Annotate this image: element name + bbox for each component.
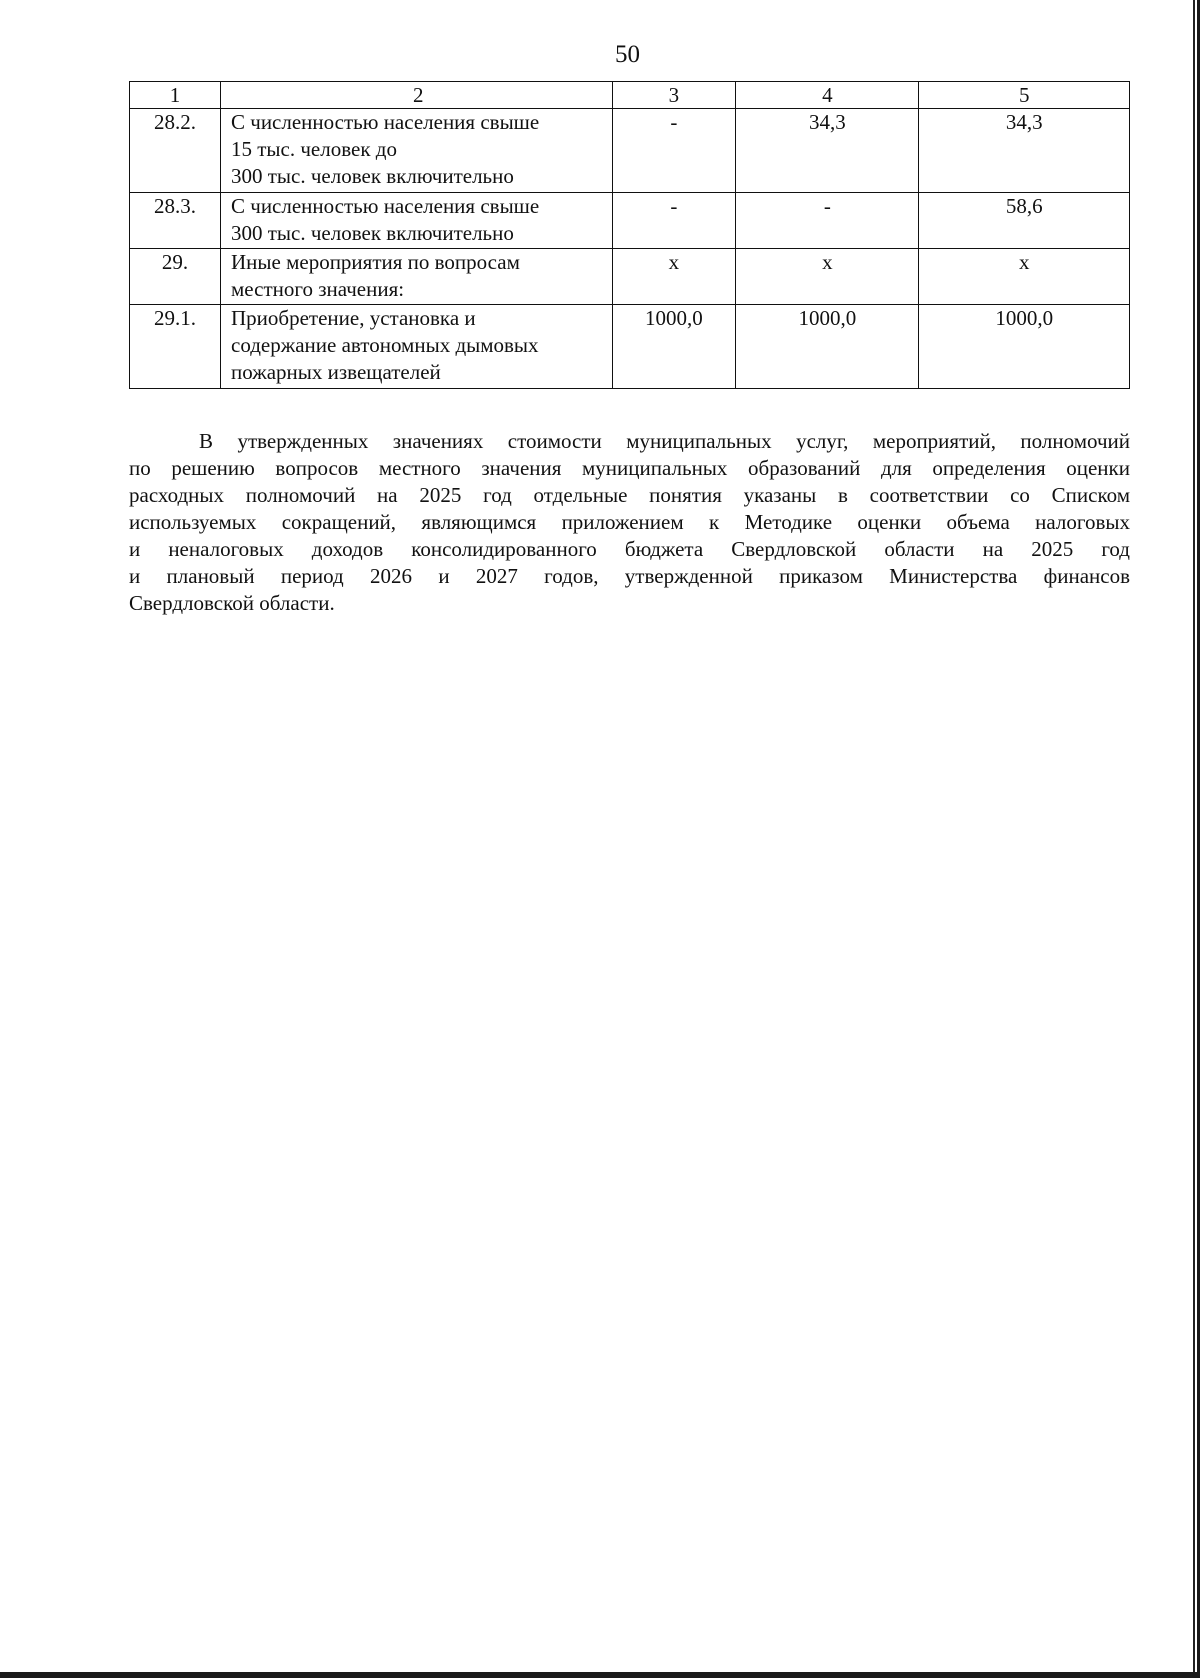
paragraph-line: и неналоговых доходов консолидированного бюджета Свердловской области на 2025 год (129, 537, 1130, 561)
row-value-col3: х (612, 249, 736, 305)
header-cell-5: 5 (919, 82, 1130, 109)
paragraph-line: и плановый период 2026 и 2027 годов, утвержденной приказом Министерства финансов (129, 564, 1130, 588)
row-value-col5: х (919, 249, 1130, 305)
table-header-row (130, 82, 1130, 109)
header-cell-4: 4 (736, 82, 919, 109)
paragraph-line: В утвержденных значениях стоимости муниципальных услуг, мероприятий, полномочий (199, 429, 1130, 453)
row-value-col3: - (612, 109, 736, 193)
table-row (130, 305, 1130, 389)
table-row (130, 193, 1130, 249)
row-value-col4: 1000,0 (736, 305, 919, 389)
row-value-col3: 1000,0 (612, 305, 736, 389)
header-cell-1: 1 (130, 82, 221, 109)
row-number: 29. (130, 249, 221, 305)
row-name: Иные мероприятия по вопросам местного значения: (221, 249, 613, 305)
header-cell-2: 2 (221, 82, 613, 109)
row-value-col4: х (736, 249, 919, 305)
page-number: 50 (615, 41, 640, 68)
row-value-col5: 1000,0 (919, 305, 1130, 389)
body-paragraph (129, 428, 1130, 617)
row-value-col4: 34,3 (736, 109, 919, 193)
cost-table (129, 81, 1130, 389)
table-row (130, 249, 1130, 305)
paragraph-line: по решению вопросов местного значения муниципальных образований для определения оценки (129, 456, 1130, 480)
row-value-col4: - (736, 193, 919, 249)
row-value-col5: 34,3 (919, 109, 1130, 193)
row-name: С численностью населения свыше 300 тыс. человек включительно (221, 193, 613, 249)
row-number: 28.2. (130, 109, 221, 193)
paragraph-line: расходных полномочий на 2025 год отдельные понятия указаны в соответствии со Списком (129, 483, 1130, 507)
header-cell-3: 3 (612, 82, 736, 109)
scan-border-right-inner (1193, 0, 1195, 1678)
row-value-col5: 58,6 (919, 193, 1130, 249)
row-number: 29.1. (130, 305, 221, 389)
paragraph-line: используемых сокращений, являющимся приложением к Методике оценки объема налоговых (129, 510, 1130, 534)
row-name: Приобретение, установка и содержание автономных дымовых пожарных извещателей (221, 305, 613, 389)
row-number: 28.3. (130, 193, 221, 249)
row-value-col3: - (612, 193, 736, 249)
scan-border-bottom (0, 1672, 1200, 1678)
row-name: С численностью населения свыше 15 тыс. человек до 300 тыс. человек включительно (221, 109, 613, 193)
table-row (130, 109, 1130, 193)
paragraph-line: Свердловской области. (129, 591, 335, 615)
